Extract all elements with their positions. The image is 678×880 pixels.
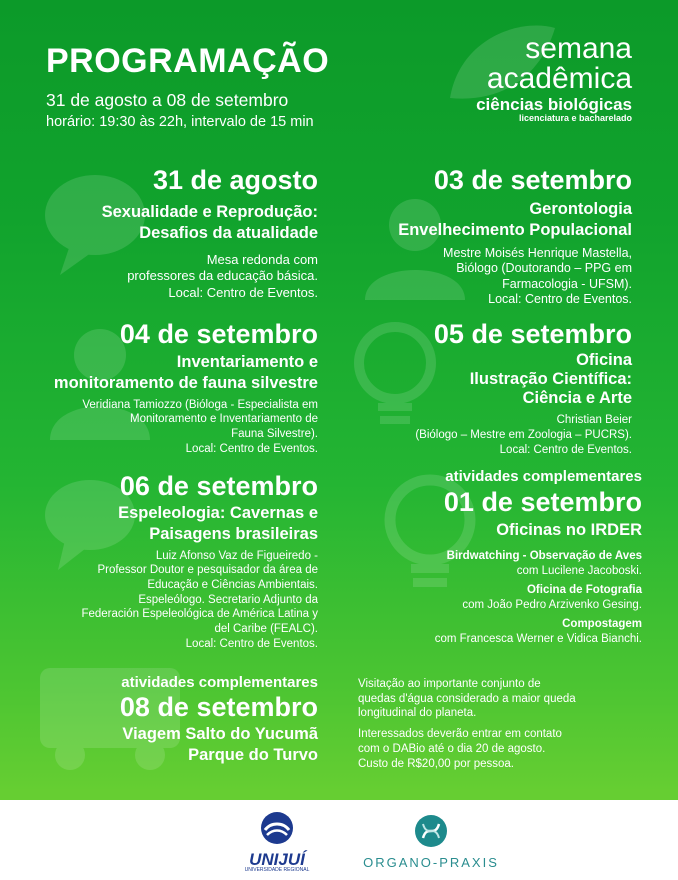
organo-praxis-logo xyxy=(356,814,506,870)
event-title-line: Gerontologia xyxy=(529,200,632,219)
body-line: quedas d'água considerado a maior queda xyxy=(358,692,576,705)
body-line: Farmacologia - UFSM). xyxy=(502,276,632,291)
event-title-line: Paisagens brasileiras xyxy=(149,524,318,543)
unijui-subtitle: UNIVERSIDADE REGIONAL xyxy=(244,867,310,873)
trip-info xyxy=(358,727,648,771)
event-sep05 xyxy=(332,320,632,457)
body-line: (Biólogo – Mestre em Zoologia – PUCRS). xyxy=(415,428,632,441)
body-line: com o DABio até o dia 20 de agosto. xyxy=(358,742,546,755)
body-line: Interessados deverão entrar em contato xyxy=(358,728,562,741)
event-sep08 xyxy=(0,674,318,766)
event-sep06 xyxy=(0,472,318,652)
event-title-line: Desafios da atualidade xyxy=(139,223,318,242)
body-line: professores da educação básica. xyxy=(127,268,318,284)
event-brand xyxy=(476,34,632,123)
brand-line2: acadêmica xyxy=(486,62,632,95)
event-body xyxy=(332,413,632,457)
brand-line4: licenciatura e bacharelado xyxy=(518,113,632,123)
event-date: 04 de setembro xyxy=(119,319,318,349)
unijui-logo xyxy=(242,810,312,873)
event-title-line: Oficina xyxy=(576,351,632,370)
workshop-list xyxy=(322,549,642,647)
page-title: PROGRAMAÇÃO xyxy=(46,42,330,80)
event-kicker: atividades complementares xyxy=(121,674,318,691)
body-line: Biólogo (Doutorando – PPG em xyxy=(456,261,632,276)
body-line: Espeleólogo. Secretario Adjunto da xyxy=(138,593,318,606)
event-title-line: Oficinas no IRDER xyxy=(496,521,642,540)
event-title-line: Sexualidade e Reprodução: xyxy=(101,203,318,222)
event-date: 01 de setembro xyxy=(443,487,642,517)
workshop-name: Compostagem xyxy=(562,617,642,630)
unijui-emblem-icon xyxy=(257,810,297,846)
body-line: Federación Espeleológica de América Latina y xyxy=(81,608,318,621)
event-dates: 31 de agosto a 08 de setembro xyxy=(46,90,289,110)
workshop-name: Birdwatching - Observação de Aves xyxy=(446,549,642,562)
event-title-line: Parque do Turvo xyxy=(188,745,318,764)
event-date: 05 de setembro xyxy=(433,319,632,349)
brand-line3: ciências biológicas xyxy=(476,95,632,114)
body-line: Mesa redonda com xyxy=(206,251,318,267)
body-line: Veridiana Tamiozzo (Bióloga - Especialista em xyxy=(82,398,318,411)
body-line: Monitoramento e Inventariamento de xyxy=(130,413,318,426)
organo-praxis-name: ORGANO-PRAXIS xyxy=(363,855,499,870)
body-line: Local: Centro de Eventos. xyxy=(168,285,318,301)
event-title-line: Inventariamento e xyxy=(176,353,318,372)
event-sep03 xyxy=(332,166,632,308)
body-line: del Caribe (FEALC). xyxy=(214,623,318,636)
body-line: Christian Beier xyxy=(556,414,632,427)
event-title-line: Ilustração Científica: xyxy=(469,370,632,389)
body-line: Local: Centro de Eventos. xyxy=(488,292,632,307)
event-title-line: Ciência e Arte xyxy=(522,389,632,408)
event-kicker: atividades complementares xyxy=(445,468,642,485)
body-line: Local: Centro de Eventos. xyxy=(185,442,318,455)
event-body xyxy=(332,246,632,309)
event-title-line: monitoramento de fauna silvestre xyxy=(53,373,318,392)
event-aug31 xyxy=(18,166,318,302)
unijui-name: UNIJUÍ xyxy=(249,850,305,869)
trip-description xyxy=(358,677,648,721)
event-date: 03 de setembro xyxy=(433,165,632,195)
body-line: Fauna Silvestre). xyxy=(231,428,318,441)
workshop-name: Oficina de Fotografia xyxy=(526,583,642,596)
footer xyxy=(0,800,678,880)
trip-details xyxy=(358,677,648,771)
event-title-line: Espeleologia: Cavernas e xyxy=(118,504,318,523)
workshop-host: com Francesca Werner e Vidica Bianchi. xyxy=(434,632,642,645)
body-line: Local: Centro de Eventos. xyxy=(499,443,632,456)
event-sep01 xyxy=(322,468,642,647)
brand-line1: semana xyxy=(525,32,632,65)
body-line: Luiz Afonso Vaz de Figueiredo - xyxy=(155,549,318,562)
event-date: 06 de setembro xyxy=(119,471,318,501)
body-line: Local: Centro de Eventos. xyxy=(185,637,318,650)
event-hours: horário: 19:30 às 22h, intervalo de 15 min xyxy=(46,114,314,130)
organo-praxis-emblem-icon xyxy=(413,814,449,848)
event-body xyxy=(18,252,318,303)
event-body xyxy=(0,549,318,652)
event-sep04 xyxy=(0,320,318,456)
event-date: 31 de agosto xyxy=(152,165,318,195)
body-line: Visitação ao importante conjunto de xyxy=(358,678,541,690)
event-title-line: Viagem Salto do Yucumã xyxy=(122,725,318,744)
body-line: Professor Doutor e pesquisador da área de xyxy=(97,564,318,577)
body-line: Custo de R$20,00 por pessoa. xyxy=(358,757,514,770)
body-line: Educação e Ciências Ambientais. xyxy=(147,579,318,592)
event-date: 08 de setembro xyxy=(119,692,318,722)
body-line: Mestre Moisés Henrique Mastella, xyxy=(443,245,632,260)
event-body xyxy=(0,398,318,457)
workshop-host: com Lucilene Jacoboski. xyxy=(516,564,642,577)
workshop-host: com João Pedro Arzivenko Gesing. xyxy=(462,598,642,611)
event-title-line: Envelhecimento Populacional xyxy=(398,220,632,239)
body-line: longitudinal do planeta. xyxy=(358,707,477,720)
